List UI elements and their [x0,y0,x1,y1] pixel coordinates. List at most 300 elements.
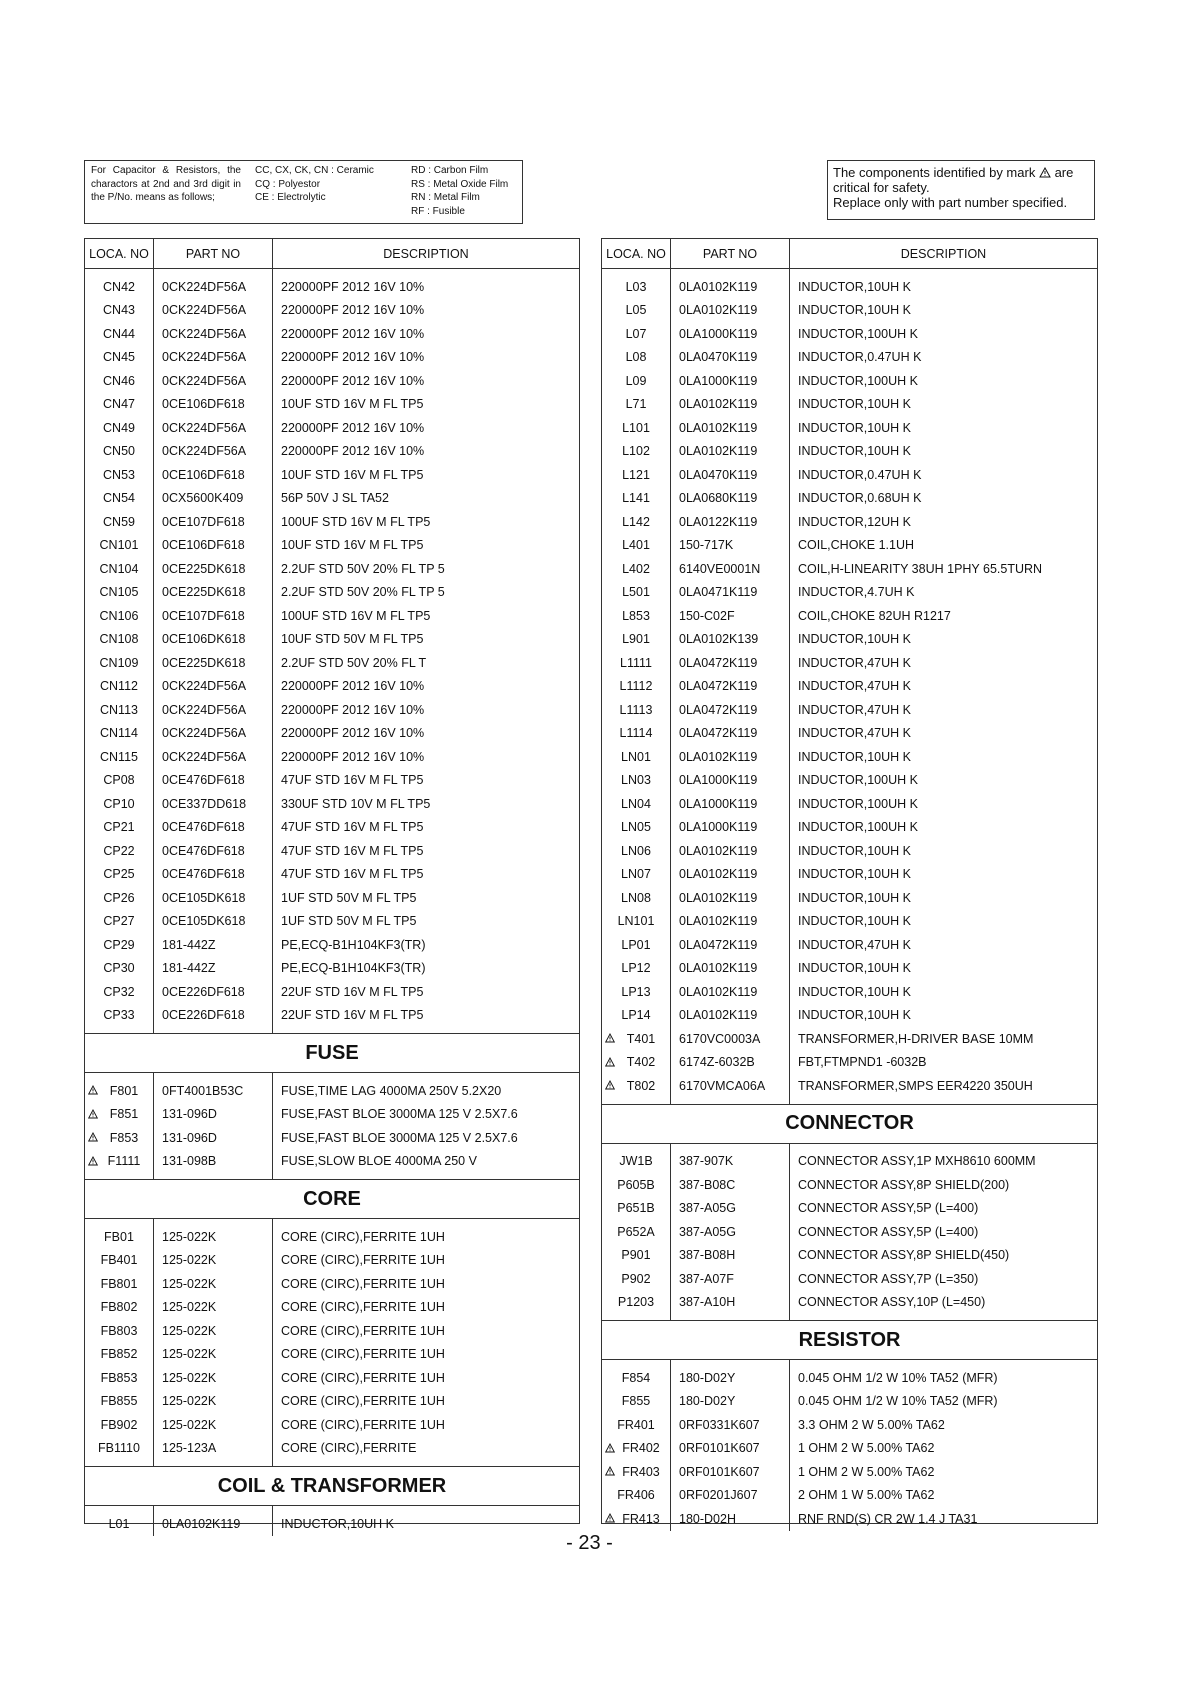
table-row [602,1366,1097,1390]
description-cell: INDUCTOR,47UH K [790,698,1098,722]
description-cell: 2 OHM 1 W 5.00% TA62 [790,1484,1098,1508]
part-no-cell: 0LA0472K119 [671,651,790,675]
loca-no-cell: L1111 [620,655,652,670]
description-cell: CONNECTOR ASSY,8P SHIELD(200) [790,1173,1098,1197]
safety-line-1-end: are [1054,165,1074,180]
loca-no-cell: L1113 [619,702,653,717]
table-row [85,1437,579,1461]
description-cell: INDUCTOR,10UH K [790,863,1098,887]
part-no-cell: 0CE106DF618 [154,393,273,417]
warning-triangle-icon [88,1156,98,1166]
description-cell: INDUCTOR,47UH K [790,651,1098,675]
table-row [85,604,579,628]
part-no-cell: 387-B08C [671,1173,790,1197]
part-no-cell: 125-022K [154,1319,273,1343]
loca-no-text: F853 [109,1130,139,1145]
part-no-cell: 0LA0470K119 [671,463,790,487]
description-cell: PE,ECQ-B1H104KF3(TR) [273,933,580,957]
loca-no-cell: CN46 [103,373,135,388]
description-cell: INDUCTOR,10UH K [273,1512,580,1536]
table-row [85,886,579,910]
table-row [602,816,1097,840]
table-row [602,416,1097,440]
part-no-cell: 6170VMCA06A [671,1074,790,1098]
loca-no-cell: CP33 [103,1008,135,1023]
description-cell: CONNECTOR ASSY,5P (L=400) [790,1220,1098,1244]
loca-no-cell: P902 [621,1271,651,1286]
table-header [85,239,579,269]
description-cell: CORE (CIRC),FERRITE 1UH [273,1296,580,1320]
description-cell: FUSE,SLOW BLOE 4000MA 250 V [273,1150,580,1174]
table-row [85,487,579,511]
loca-no-cell: P1203 [617,1295,655,1310]
loca-no-cell: CN50 [103,444,135,459]
description-cell: RNF RND(S) CR 2W 1.4 J TA31 [790,1507,1098,1531]
legend-item: CC, CX, CK, CN : Ceramic [255,165,374,176]
table-row [602,604,1097,628]
table-row [85,440,579,464]
warning-triangle-icon [605,1033,615,1043]
table-row [85,1319,579,1343]
table-row [602,980,1097,1004]
description-cell: CORE (CIRC),FERRITE 1UH [273,1225,580,1249]
header-description: DESCRIPTION [273,239,580,269]
table-row [85,792,579,816]
loca-no-cell: FB803 [100,1323,138,1338]
loca-no-cell: CN53 [103,467,135,482]
table-row [602,1220,1097,1244]
part-no-cell: 0LA0102K119 [671,839,790,863]
description-cell: COIL,CHOKE 82UH R1217 [790,604,1098,628]
legend-box [84,160,523,224]
description-cell: INDUCTOR,10UH K [790,440,1098,464]
table-row [85,1079,579,1103]
description-cell: INDUCTOR,0.68UH K [790,487,1098,511]
table-header [602,239,1097,269]
table-row [85,416,579,440]
description-cell: 10UF STD 50V M FL TP5 [273,628,580,652]
description-cell: 47UF STD 16V M FL TP5 [273,816,580,840]
description-cell: 2.2UF STD 50V 20% FL T [273,651,580,675]
description-cell: 220000PF 2012 16V 10% [273,299,580,323]
loca-no-cell: CN44 [103,326,135,341]
loca-no-cell: FR406 [617,1488,655,1503]
table-row [602,440,1097,464]
description-cell: INDUCTOR,10UH K [790,299,1098,323]
table-row [85,1103,579,1127]
part-no-cell: 150-717K [671,534,790,558]
part-no-cell: 0LA0102K119 [671,440,790,464]
description-cell: 2.2UF STD 50V 20% FL TP 5 [273,557,580,581]
loca-no-cell: FB852 [100,1347,138,1362]
table-row [602,369,1097,393]
section-title: CONNECTOR [602,1104,1097,1143]
description-cell: 0.045 OHM 1/2 W 10% TA52 (MFR) [790,1366,1098,1390]
part-no-cell: 0CK224DF56A [154,675,273,699]
loca-no-cell: LP01 [621,937,651,952]
part-no-cell: 0CK224DF56A [154,698,273,722]
header-description: DESCRIPTION [790,239,1098,269]
description-cell: 1 OHM 2 W 5.00% TA62 [790,1460,1098,1484]
part-no-cell: 0LA1000K119 [671,322,790,346]
table-row [602,1004,1097,1028]
description-cell: 220000PF 2012 16V 10% [273,745,580,769]
table-row [602,1437,1097,1461]
part-no-cell: 0CE226DF618 [154,1004,273,1028]
loca-no-text: T401 [626,1031,656,1046]
legend-item: CE : Electrolytic [255,192,326,203]
part-no-cell: 0CE476DF618 [154,839,273,863]
loca-no-cell: L08 [625,350,647,365]
description-cell: INDUCTOR,100UH K [790,769,1098,793]
description-cell: INDUCTOR,100UH K [790,322,1098,346]
description-cell: INDUCTOR,0.47UH K [790,346,1098,370]
loca-no-cell: CP21 [103,820,135,835]
loca-no-cell [85,1103,154,1127]
loca-no-cell: L901 [622,632,650,647]
loca-no-cell: CN101 [99,538,139,553]
header-part-no: PART NO [154,239,273,269]
table-row [602,1051,1097,1075]
loca-no-cell: LP12 [621,961,651,976]
loca-no-text: T802 [626,1078,656,1093]
warning-triangle-icon [605,1080,615,1090]
description-cell: INDUCTOR,0.47UH K [790,463,1098,487]
safety-line-3: Replace only with part number specified. [833,195,1068,210]
description-cell: INDUCTOR,10UH K [790,980,1098,1004]
description-cell: COIL,H-LINEARITY 38UH 1PHY 65.5TURN [790,557,1098,581]
description-cell: CONNECTOR ASSY,7P (L=350) [790,1267,1098,1291]
part-no-cell: 125-022K [154,1343,273,1367]
table-row [602,275,1097,299]
description-cell: 10UF STD 16V M FL TP5 [273,393,580,417]
description-cell: 220000PF 2012 16V 10% [273,722,580,746]
part-no-cell: 6140VE0001N [671,557,790,581]
loca-no-cell: CN47 [103,397,135,412]
loca-no-cell: CN109 [99,655,139,670]
description-cell: CONNECTOR ASSY,5P (L=400) [790,1197,1098,1221]
description-cell: 100UF STD 16V M FL TP5 [273,604,580,628]
description-cell: 1UF STD 50V M FL TP5 [273,910,580,934]
part-no-cell: 180-D02Y [671,1366,790,1390]
loca-no-text: FR413 [622,1511,660,1526]
part-no-cell: 0CE476DF618 [154,769,273,793]
legend-item: RD : Carbon Film [411,165,489,176]
table-row [602,1291,1097,1315]
description-cell: 220000PF 2012 16V 10% [273,698,580,722]
loca-no-cell [602,1027,671,1051]
part-no-cell: 0CE106DF618 [154,463,273,487]
table-row [85,1366,579,1390]
description-cell: INDUCTOR,10UH K [790,910,1098,934]
table-row [85,510,579,534]
section-connector [602,1104,1097,1143]
table-row [85,463,579,487]
table-row [602,769,1097,793]
loca-no-cell: F854 [621,1370,651,1385]
warning-triangle-icon [88,1109,98,1119]
description-cell: CONNECTOR ASSY,1P MXH8610 600MM [790,1150,1098,1174]
part-no-cell: 0RF0201J607 [671,1484,790,1508]
part-no-cell: 0RF0101K607 [671,1437,790,1461]
description-cell: CORE (CIRC),FERRITE [273,1437,580,1461]
description-cell: 220000PF 2012 16V 10% [273,346,580,370]
table-row [602,1484,1097,1508]
description-cell: INDUCTOR,10UH K [790,275,1098,299]
loca-no-cell: P901 [621,1248,651,1263]
part-no-cell: 0FT4001B53C [154,1079,273,1103]
loca-no-cell: JW1B [619,1154,653,1169]
description-cell: INDUCTOR,47UH K [790,722,1098,746]
table-row [602,1150,1097,1174]
part-no-cell: 0LA0102K119 [671,745,790,769]
part-no-cell: 0LA0102K119 [154,1512,273,1536]
loca-no-cell: P651B [617,1201,655,1216]
table-row [85,1413,579,1437]
part-no-cell: 0LA0102K119 [671,416,790,440]
table-row [85,1150,579,1174]
section-title: CORE [85,1180,579,1219]
part-no-cell: 387-B08H [671,1244,790,1268]
table-row [85,910,579,934]
part-no-cell: 0LA0122K119 [671,510,790,534]
loca-no-cell: L142 [622,514,650,529]
table-row [85,534,579,558]
part-no-cell: 0CK224DF56A [154,322,273,346]
legend-item: RS : Metal Oxide Film [411,178,509,190]
part-no-cell: 125-022K [154,1390,273,1414]
loca-no-cell: LP13 [621,984,651,999]
description-cell: 47UF STD 16V M FL TP5 [273,863,580,887]
description-cell: CORE (CIRC),FERRITE 1UH [273,1390,580,1414]
description-cell: INDUCTOR,100UH K [790,792,1098,816]
part-no-cell: 125-022K [154,1249,273,1273]
loca-no-cell: FB401 [100,1253,138,1268]
loca-no-cell: LN101 [617,914,655,929]
part-no-cell: 181-442Z [154,957,273,981]
loca-no-cell: FB801 [100,1276,138,1291]
loca-no-cell: CN49 [103,420,135,435]
table-row [602,487,1097,511]
table-row [85,722,579,746]
part-no-cell: 0CE476DF618 [154,816,273,840]
loca-no-text: FR403 [622,1464,660,1479]
section-title: COIL & TRANSFORMER [85,1467,579,1506]
table-row [602,792,1097,816]
part-no-cell: 0LA0102K119 [671,275,790,299]
part-no-cell: 0RF0331K607 [671,1413,790,1437]
table-row [602,675,1097,699]
table-row [602,1460,1097,1484]
loca-no-cell: CP27 [103,914,135,929]
legend-item: CQ : Polyestor [255,178,321,190]
loca-no-cell: L102 [622,444,650,459]
table-row [85,839,579,863]
table-row [602,1244,1097,1268]
description-cell: INDUCTOR,10UH K [790,416,1098,440]
table-row [602,698,1097,722]
part-no-cell: 150-C02F [671,604,790,628]
loca-no-cell: FB1110 [98,1441,140,1456]
part-no-cell: 0CE107DF618 [154,510,273,534]
loca-no-cell: P652A [617,1224,655,1239]
section-coil-transformer [85,1467,579,1506]
part-no-cell: 6170VC0003A [671,1027,790,1051]
description-cell: CORE (CIRC),FERRITE 1UH [273,1343,580,1367]
table-row [602,346,1097,370]
table-row [602,510,1097,534]
part-no-cell: 131-098B [154,1150,273,1174]
part-no-cell: 0CE225DK618 [154,557,273,581]
loca-no-cell: L1114 [619,726,653,741]
part-no-cell: 0LA0470K119 [671,346,790,370]
table-row [85,1249,579,1273]
loca-no-cell: LP14 [621,1008,651,1023]
description-cell: INDUCTOR,10UH K [790,957,1098,981]
description-cell: 47UF STD 16V M FL TP5 [273,839,580,863]
loca-no-cell: L853 [622,608,650,623]
loca-no-cell: L501 [622,585,650,600]
loca-no-cell: CP25 [103,867,135,882]
loca-no-cell: CN54 [103,491,135,506]
part-no-cell: 0CE337DD618 [154,792,273,816]
description-cell: INDUCTOR,4.7UH K [790,581,1098,605]
loca-no-cell: FB902 [100,1417,138,1432]
description-cell: PE,ECQ-B1H104KF3(TR) [273,957,580,981]
table-row [602,651,1097,675]
description-cell: INDUCTOR,10UH K [790,628,1098,652]
table-row [85,957,579,981]
part-no-cell: 0LA0102K139 [671,628,790,652]
description-cell: 47UF STD 16V M FL TP5 [273,769,580,793]
description-cell: 1UF STD 50V M FL TP5 [273,886,580,910]
part-no-cell: 131-096D [154,1103,273,1127]
loca-no-cell [602,1051,671,1075]
table-row [85,369,579,393]
warning-triangle-icon [605,1057,615,1067]
warning-triangle-icon [605,1513,615,1523]
description-cell: INDUCTOR,10UH K [790,745,1098,769]
description-cell: TRANSFORMER,SMPS EER4220 350UH [790,1074,1098,1098]
legend-item: RF : Fusible [411,205,465,217]
table-row [85,1296,579,1320]
description-cell: CORE (CIRC),FERRITE 1UH [273,1319,580,1343]
description-cell: COIL,CHOKE 1.1UH [790,534,1098,558]
loca-no-text: FR402 [622,1441,660,1456]
table-row [602,1197,1097,1221]
description-cell: FUSE,FAST BLOE 3000MA 125 V 2.5X7.6 [273,1126,580,1150]
legend-col-2 [255,164,405,205]
description-cell: INDUCTOR,10UH K [790,839,1098,863]
loca-no-cell [602,1437,671,1461]
part-no-cell: 387-A07F [671,1267,790,1291]
description-cell: 2.2UF STD 50V 20% FL TP 5 [273,581,580,605]
part-no-cell: 0CK224DF56A [154,440,273,464]
loca-no-cell: FB855 [100,1394,138,1409]
loca-no-cell [85,1079,154,1103]
loca-no-cell: L71 [625,397,647,412]
description-cell: 330UF STD 10V M FL TP5 [273,792,580,816]
part-no-cell: 0CK224DF56A [154,416,273,440]
description-cell: 10UF STD 16V M FL TP5 [273,534,580,558]
table-row [85,1004,579,1028]
table-row [602,1413,1097,1437]
loca-no-cell [602,1507,671,1531]
table-row [602,1507,1097,1531]
legend-intro: For Capacitor & Resistors, the charactors at 2nd and 3rd digit in the P/No. means as follows; [91,165,241,203]
part-no-cell: 0CE107DF618 [154,604,273,628]
loca-no-cell: LN06 [621,843,651,858]
loca-no-text: F1111 [107,1154,141,1169]
section-fuse [85,1034,579,1073]
table-row [85,1343,579,1367]
part-no-cell: 125-022K [154,1413,273,1437]
loca-no-cell: CP22 [103,843,135,858]
part-no-cell: 0LA0102K119 [671,1004,790,1028]
table-row [602,463,1097,487]
loca-no-cell [85,1126,154,1150]
part-no-cell: 0CE226DF618 [154,980,273,1004]
part-no-cell: 387-A05G [671,1220,790,1244]
part-no-cell: 0LA1000K119 [671,369,790,393]
part-no-cell: 0LA0102K119 [671,957,790,981]
part-no-cell: 0CX5600K409 [154,487,273,511]
part-no-cell: 180-D02Y [671,1390,790,1414]
loca-no-cell: CP30 [103,961,135,976]
loca-no-text: T402 [626,1055,656,1070]
part-no-cell: 0LA0472K119 [671,675,790,699]
description-cell: FUSE,TIME LAG 4000MA 250V 5.2X20 [273,1079,580,1103]
table-row [85,863,579,887]
description-cell: INDUCTOR,100UH K [790,816,1098,840]
part-no-cell: 0CE105DK618 [154,910,273,934]
warning-triangle-icon [605,1466,615,1476]
description-cell: CORE (CIRC),FERRITE 1UH [273,1249,580,1273]
table-row [85,745,579,769]
part-no-cell: 0CE106DF618 [154,534,273,558]
description-cell: INDUCTOR,100UH K [790,369,1098,393]
loca-no-cell: CN104 [99,561,139,576]
description-cell: 220000PF 2012 16V 10% [273,675,580,699]
part-no-cell: 387-907K [671,1150,790,1174]
table-row [85,275,579,299]
safety-line-1: The components identified by mark [833,165,1036,180]
part-no-cell: 0RF0101K607 [671,1460,790,1484]
table-row [85,346,579,370]
description-cell: INDUCTOR,10UH K [790,393,1098,417]
loca-no-cell: CN42 [103,279,135,294]
part-no-cell: 0LA1000K119 [671,769,790,793]
loca-no-cell: CN114 [100,726,138,741]
right-parts-table [602,239,1097,1531]
loca-no-cell: L09 [625,373,647,388]
table-row [602,1027,1097,1051]
part-no-cell: 0CK224DF56A [154,299,273,323]
part-no-cell: 387-A05G [671,1197,790,1221]
loca-no-cell: LN03 [621,773,651,788]
part-no-cell: 6174Z-6032B [671,1051,790,1075]
part-no-cell: 0LA0471K119 [671,581,790,605]
part-no-cell: 0LA0102K119 [671,863,790,887]
table-row [602,299,1097,323]
part-no-cell: 0CE225DK618 [154,651,273,675]
part-no-cell: 125-022K [154,1225,273,1249]
table-row [85,651,579,675]
description-cell: 220000PF 2012 16V 10% [273,440,580,464]
loca-no-text: F851 [109,1107,139,1122]
part-no-cell: 0CK224DF56A [154,275,273,299]
loca-no-cell: CP29 [103,937,135,952]
